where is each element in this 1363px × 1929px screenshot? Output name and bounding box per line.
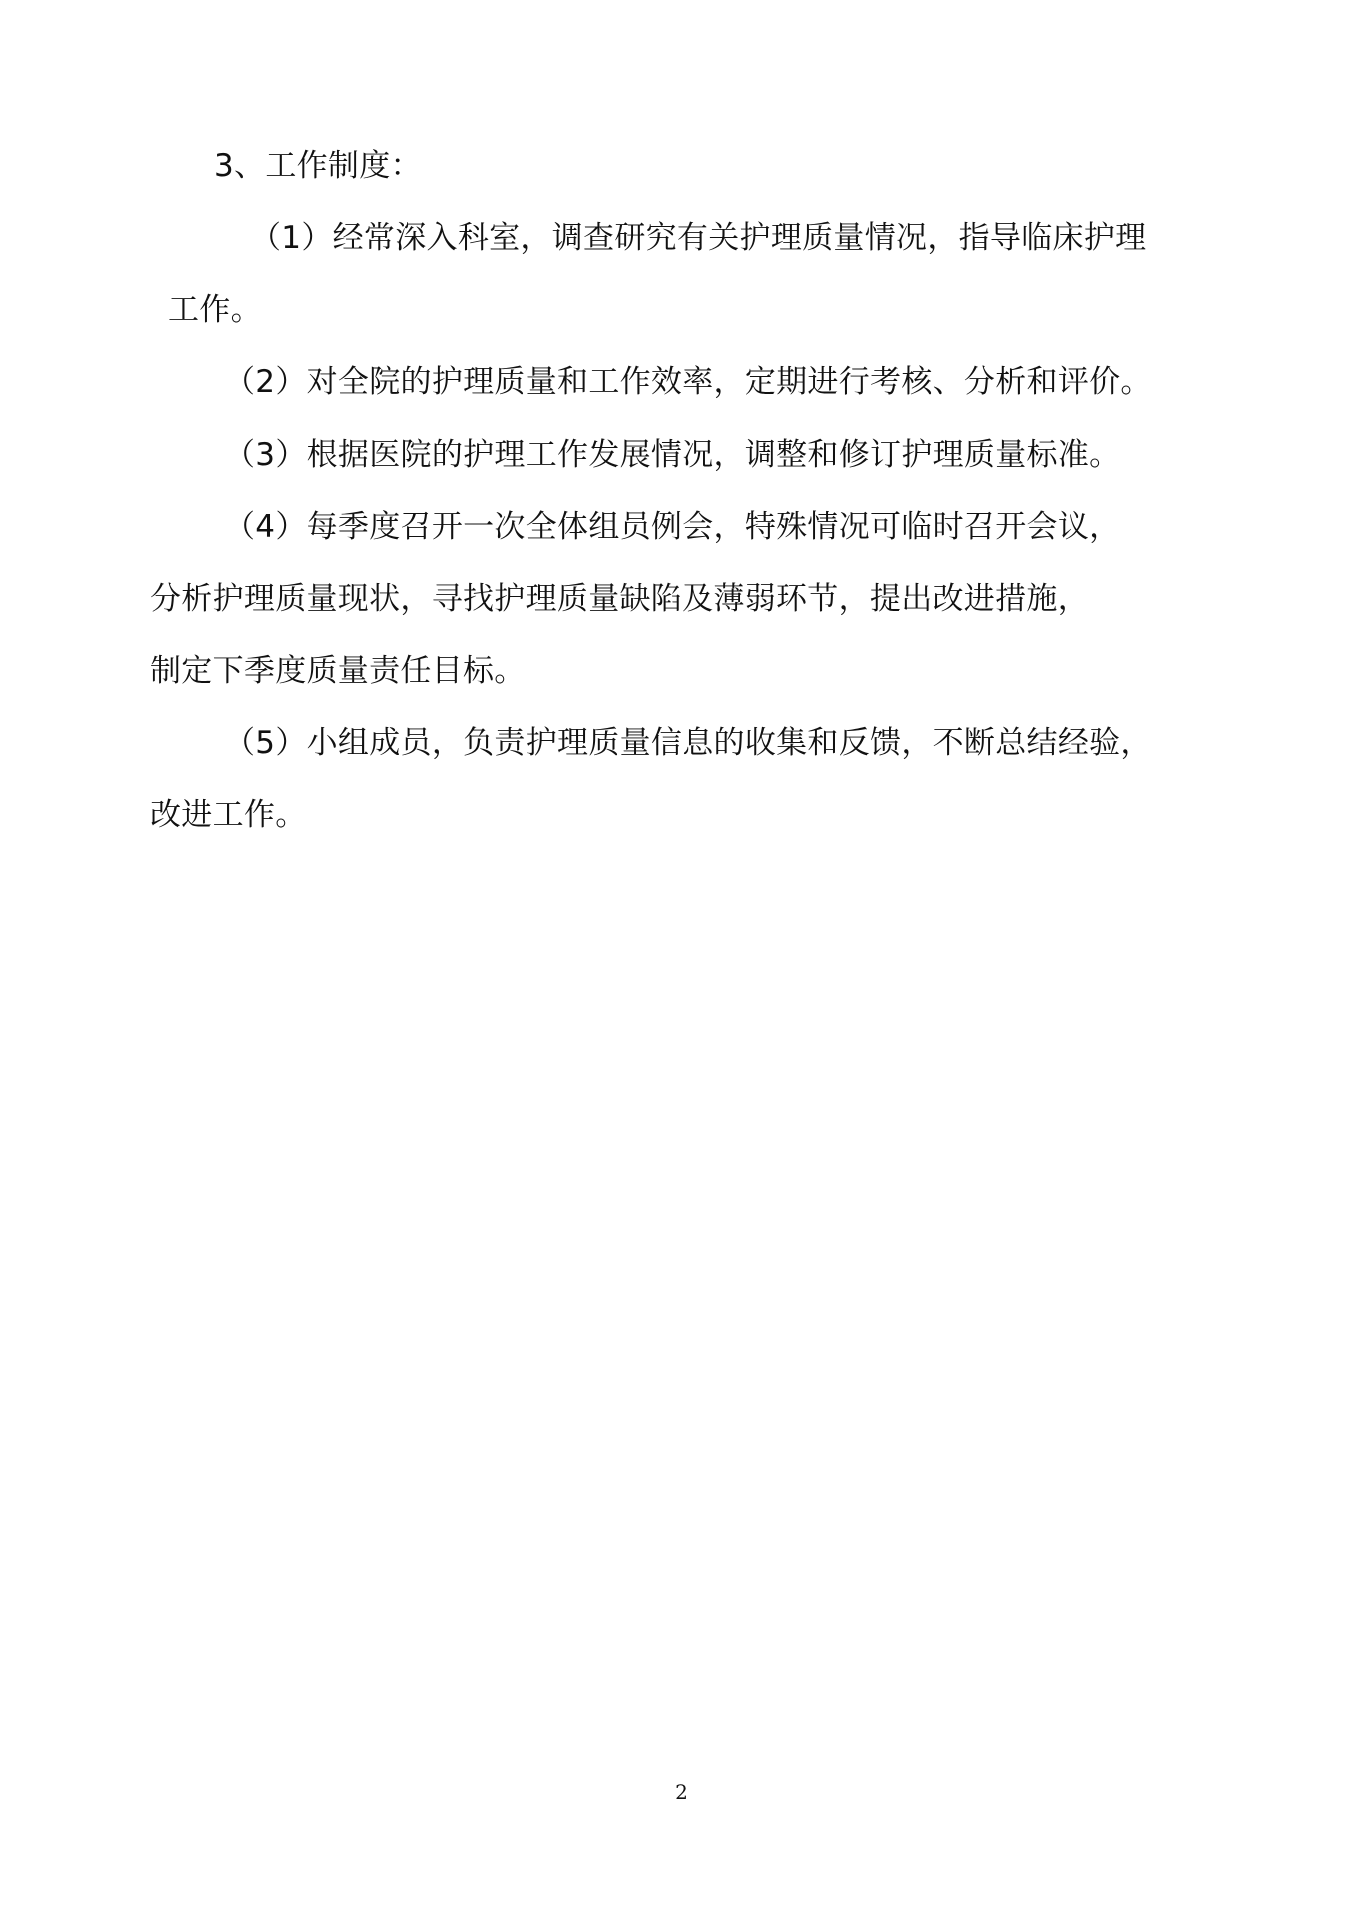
item-4-line-2: 分析护理质量现状，寻找护理质量缺陷及薄弱环节，提出改进措施，: [150, 581, 1089, 617]
item-4-line-3: 制定下季度质量责任目标。: [150, 653, 526, 689]
item-3-line-1: （3）根据医院的护理工作发展情况，调整和修订护理质量标准。: [224, 437, 1121, 473]
item-5-line-2: 改进工作。: [150, 797, 307, 833]
item-4-line-1: （4）每季度召开一次全体组员例会，特殊情况可临时召开会议，: [224, 509, 1121, 545]
item-1-line-2: 工作。: [168, 292, 262, 328]
item-5-line-1: （5）小组成员，负责护理质量信息的收集和反馈，不断总结经验，: [224, 725, 1152, 761]
section-heading: 3、工作制度：: [214, 148, 422, 184]
item-1-line-1: （1）经常深入科室，调查研究有关护理质量情况，指导临床护理: [250, 220, 1147, 256]
page-number: 2: [675, 1780, 688, 1804]
item-2-line-1: （2）对全院的护理质量和工作效率，定期进行考核、分析和评价。: [224, 364, 1152, 400]
